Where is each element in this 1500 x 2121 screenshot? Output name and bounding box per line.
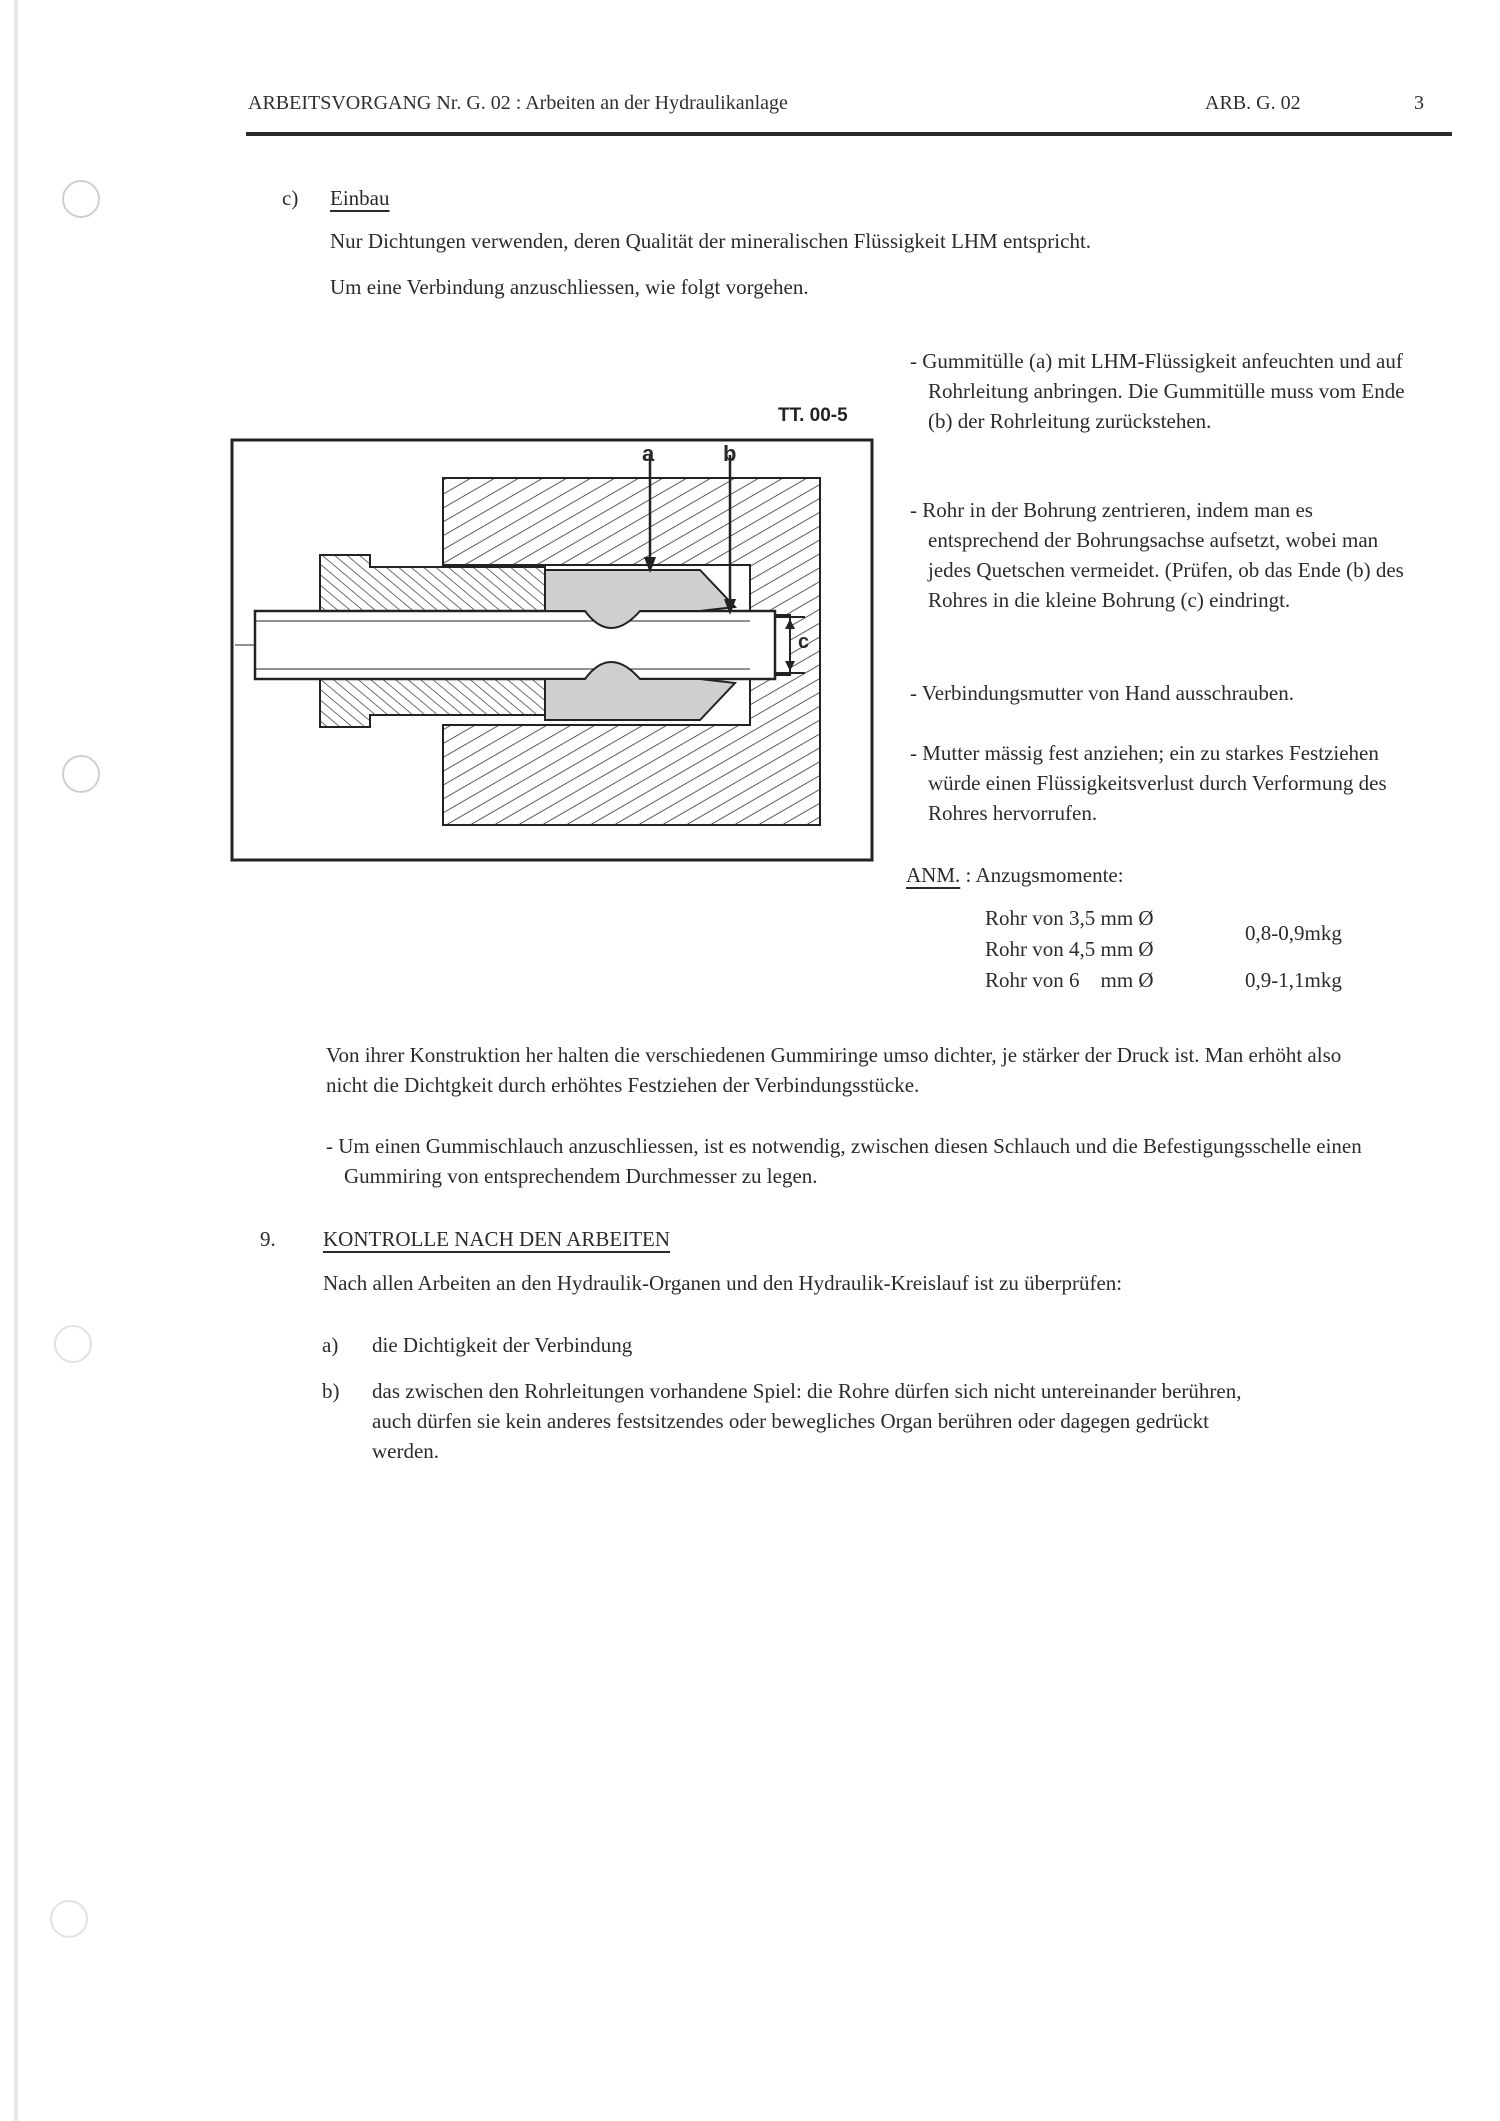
anm-title: : Anzugsmomente: — [965, 863, 1124, 887]
figure-label-b: b — [723, 441, 737, 466]
anm-block — [906, 860, 1124, 890]
section-c-line2: Um eine Verbindung anzuschliessen, wie folgt vorgehen. — [330, 275, 809, 299]
scan-edge — [14, 0, 18, 2121]
figure-label-a: a — [642, 441, 655, 466]
fitting-cross-section — [230, 395, 880, 875]
paragraph-hose: - Um einen Gummischlauch anzuschliessen, ist es notwendig, zwischen diesen Schlauch und die Befestigungsschelle einen Gummiring von entsprechendem Durchmesser zu legen. — [326, 1134, 1362, 1188]
step-1: - Gummitülle (a) mit LHM-Flüssigkeit anfeuchten und auf Rohrleitung anbringen. Die Gummitülle muss vom Ende (b) der Rohrleitung zurückstehen. — [910, 349, 1405, 433]
section-9-title: KONTROLLE NACH DEN ARBEITEN — [323, 1227, 671, 1251]
header-ref: ARB. G. 02 — [1205, 92, 1301, 114]
check-b-text: das zwischen den Rohrleitungen vorhandene Spiel: die Rohre dürfen sich nicht untereinander berühren, auch dürfen sie kein anderes festsitzendes oder bewegliches Organ berühren oder dagegen gedrückt werden. — [372, 1379, 1242, 1463]
anm-value-1-2: 0,8-0,9mkg — [1245, 921, 1342, 945]
step-2: - Rohr in der Bohrung zentrieren, indem man es entsprechend der Bohrungsachse aufsetzt, wobei man jedes Quetschen vermeidet. (Prüfen, ob das Ende (b) des Rohres in die kleine Bohrung (c) eindringt. — [910, 498, 1404, 612]
punch-hole-top — [62, 180, 100, 218]
paragraph-pressure: Von ihrer Konstruktion her halten die verschiedenen Gummiringe umso dichter, je stärker der Druck ist. Man erhöht also nicht die Dichtgkeit durch erhöhtes Festziehen der Verbindungsstücke. — [326, 1043, 1342, 1097]
step-4: - Mutter mässig fest anziehen; ein zu starkes Festziehen würde einen Flüssigkeitsverlust durch Verformung des Rohres hervorrufen. — [910, 741, 1387, 825]
section-9-number: 9. — [260, 1227, 276, 1251]
anm-label: ANM. — [906, 863, 961, 887]
punch-hole-bottom — [50, 1900, 88, 1938]
check-a-text: die Dichtigkeit der Verbindung — [372, 1333, 633, 1357]
header-rule — [246, 132, 1452, 136]
fitting-figure — [230, 395, 880, 875]
punch-hole-lower — [54, 1325, 92, 1363]
punch-hole-middle — [62, 755, 100, 793]
anm-value-3: 0,9-1,1mkg — [1245, 968, 1342, 992]
check-b-letter: b) — [322, 1379, 340, 1403]
anm-row-3: Rohr von 6 mm Ø — [985, 968, 1154, 992]
anm-row-2: Rohr von 4,5 mm Ø — [985, 937, 1154, 961]
step-3: - Verbindungsmutter von Hand ausschrauben. — [910, 681, 1294, 705]
anm-row-1: Rohr von 3,5 mm Ø — [985, 906, 1154, 930]
section-c-letter: c) — [282, 186, 299, 210]
page-number: 3 — [1414, 92, 1424, 114]
figure-label-c: c — [798, 631, 810, 653]
check-a-letter: a) — [322, 1333, 339, 1357]
section-c-line1: Nur Dichtungen verwenden, deren Qualität der mineralischen Flüssigkeit LHM entspricht. — [330, 229, 1092, 253]
figure-code: TT. 00-5 — [778, 405, 848, 426]
section-c-title: Einbau — [330, 186, 390, 210]
section-9-intro: Nach allen Arbeiten an den Hydraulik-Organen und den Hydraulik-Kreislauf ist zu überprüfen: — [323, 1271, 1123, 1295]
header-title: ARBEITSVORGANG Nr. G. 02 : Arbeiten an der Hydraulikanlage — [248, 92, 788, 114]
